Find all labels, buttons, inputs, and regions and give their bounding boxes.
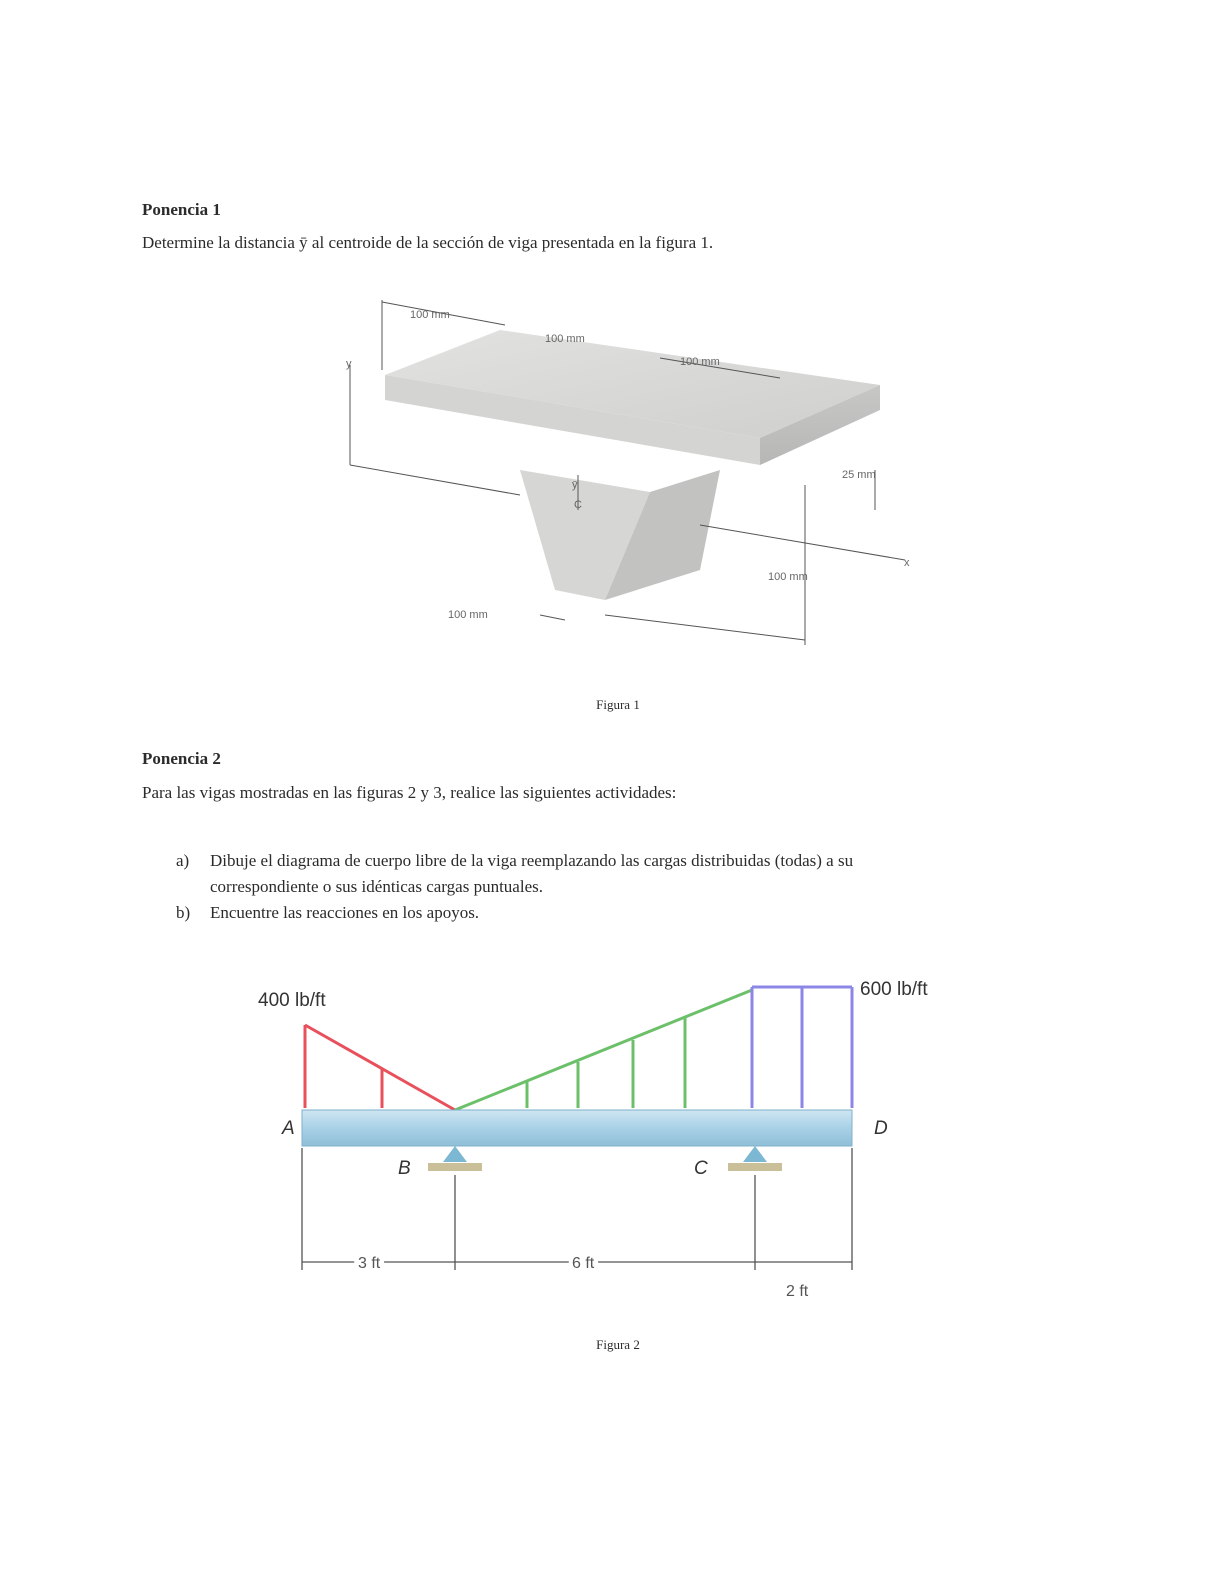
task-text-b: Encuentre las reacciones en los apoyos. [210,903,480,922]
centroid-label: ȳ [572,479,578,491]
red-distributed-load [305,1025,455,1110]
beam [302,1110,852,1146]
support-b [428,1146,482,1171]
task-text-a-cont: correspondiente o sus idénticas cargas puntuales. [210,877,543,896]
task-text-a: Dibuje el diagrama de cuerpo libre de la viga reemplazando las cargas distribuidas (todas) a su [210,851,854,870]
problem-1-heading: Ponencia 1 [142,200,221,219]
dim-label-1: 100 mm [410,309,450,321]
green-distributed-load [455,990,752,1110]
figure-1-beam-section [0,270,1224,710]
task-item-a [176,848,853,874]
point-a-label: A [282,1118,295,1139]
span-cd-label: 2 ft [786,1283,809,1300]
centroid-point-label: C [574,499,582,511]
task-marker-b: b) [176,903,191,922]
point-b-label: B [398,1158,411,1179]
problem-2-statement: Para las vigas mostradas en las figuras 2 y 3, realice las siguientes actividades: [142,783,677,802]
problem-1-statement: Determine la distancia ȳ al centroide de la sección de viga presentada en la figura 1. [142,233,714,252]
blue-distributed-load [752,987,852,1108]
point-c-label: C [694,1158,708,1179]
span-bc-label: 6 ft [572,1255,595,1272]
figure-2-beam [0,970,1224,1310]
dim-label-2: 100 mm [545,333,585,345]
task-list [176,848,853,926]
point-d-label: D [874,1118,888,1139]
task-item-b [176,900,853,926]
figure-2-caption: Figura 2 [596,1337,640,1352]
problem-2-heading: Ponencia 2 [142,749,221,768]
dim-label-5: 100 mm [768,571,808,583]
support-c [728,1146,782,1171]
dim-label-6: 100 mm [448,609,488,621]
span-ab-label: 3 ft [358,1255,381,1272]
dim-label-4: 25 mm [842,469,876,481]
axis-y-label: y [346,358,352,370]
load-right-label: 600 lb/ft [860,979,928,1000]
axis-x-label: x [904,557,910,569]
task-marker-a: a) [176,851,190,870]
dim-label-3: 100 mm [680,356,720,368]
task-item-a-cont [176,874,853,900]
figure-1-caption: Figura 1 [596,697,640,712]
load-left-label: 400 lb/ft [258,990,326,1011]
